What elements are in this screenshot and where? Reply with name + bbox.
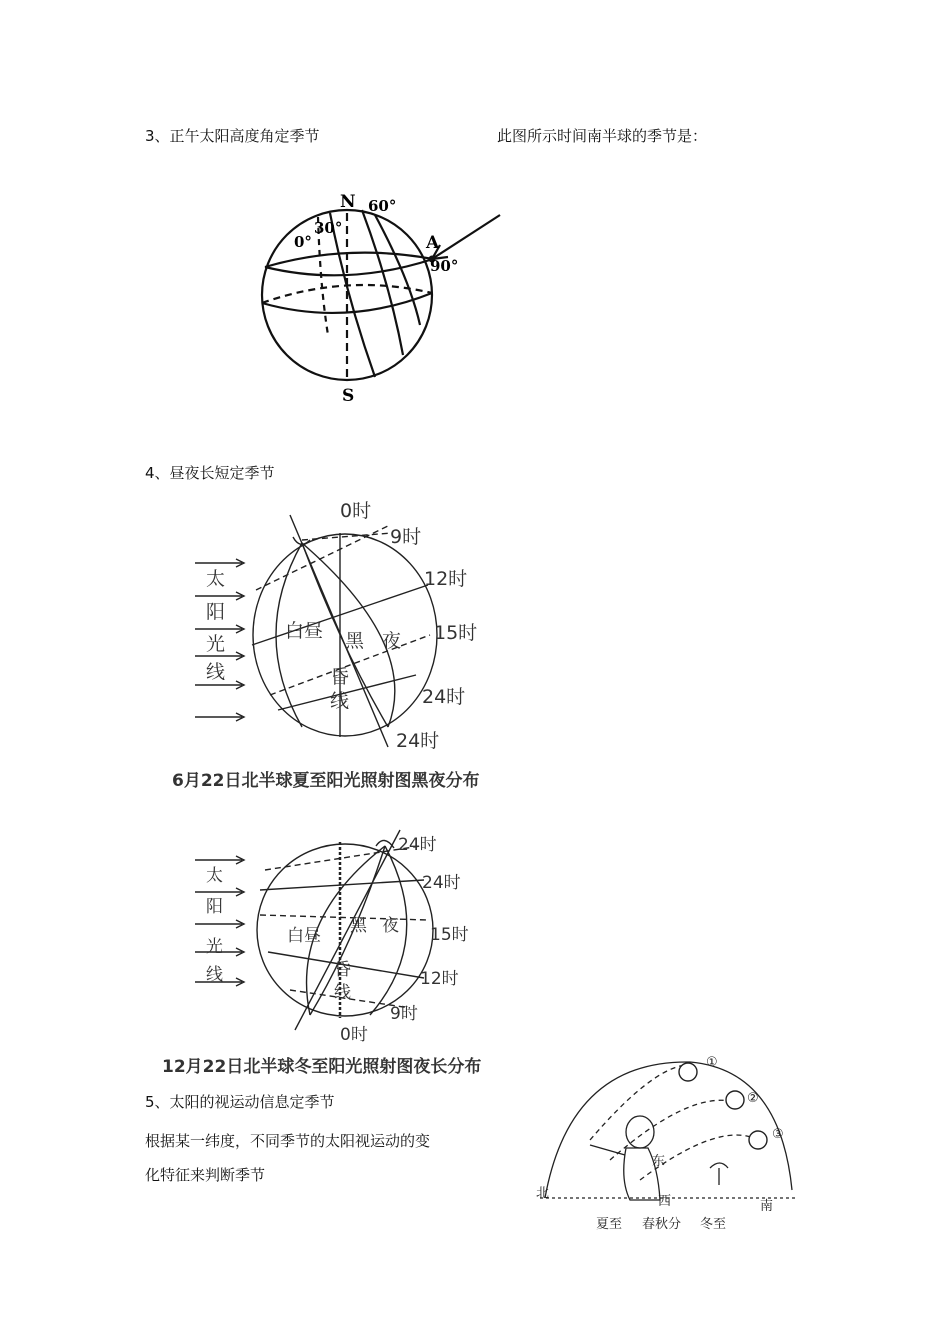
- night-label-1: 黑: [345, 630, 365, 652]
- time-24-a: 24时: [398, 835, 437, 855]
- night-label-1: 黑: [350, 916, 367, 936]
- sun-apparent-motion-diagram: [530, 1050, 805, 1235]
- marker-3: ③: [772, 1127, 784, 1142]
- marker-2: ②: [747, 1091, 759, 1106]
- sun-2-icon: [726, 1091, 744, 1109]
- summer-solstice-diagram: [190, 495, 490, 750]
- section-3-heading: 3、正午太阳高度角定季节: [145, 127, 320, 145]
- time-9: 9时: [390, 1004, 418, 1024]
- terminator-label-2: 线: [334, 983, 351, 1003]
- meridian-60: [362, 210, 403, 355]
- terminator-label-1: 昏: [334, 960, 351, 980]
- degree-0-label: 0°: [294, 233, 312, 251]
- section-3-question: 此图所示时间南半球的季节是：: [497, 127, 708, 145]
- time-0: 0时: [340, 1025, 368, 1045]
- lat-line-2: [256, 525, 390, 590]
- time-12: 12时: [420, 969, 459, 989]
- summer-path: [590, 1065, 685, 1140]
- marker-1: ①: [706, 1055, 718, 1070]
- latitude-line-upper: [265, 253, 433, 267]
- time-15: 15时: [430, 925, 469, 945]
- time-24-a: 24时: [422, 686, 466, 708]
- south-label: S: [342, 386, 355, 406]
- sun-char-1: 太: [206, 866, 223, 886]
- east-label: 东: [652, 1154, 666, 1169]
- sun-ray: [432, 215, 500, 259]
- lat-line-3: [260, 915, 428, 920]
- south-label: 南: [760, 1199, 774, 1214]
- time-24-b: 24时: [396, 730, 440, 752]
- mushroom: [710, 1163, 728, 1168]
- sun-3-icon: [749, 1131, 767, 1149]
- summer-solstice-label: 夏至: [596, 1217, 623, 1232]
- person-legs: [590, 1145, 625, 1155]
- winter-solstice-caption: 12月22日北半球冬至阳光照射图夜长分布: [162, 1057, 482, 1077]
- terminator-label-2: 线: [330, 690, 350, 712]
- sun-char-4: 线: [206, 661, 226, 683]
- section-4-heading: 4、昼夜长短定季节: [145, 464, 275, 482]
- point-a-label: A: [426, 233, 440, 253]
- day-label: 白昼: [285, 620, 324, 642]
- winter-solstice-diagram: [190, 830, 490, 1045]
- section-5-body-line-1: 根据某一纬度，不同季节的太阳视运动的变: [145, 1132, 431, 1150]
- west-label: 西: [658, 1194, 672, 1209]
- north-label: N: [340, 192, 356, 212]
- night-label-2: 夜: [382, 916, 399, 936]
- time-24-b: 24时: [422, 873, 461, 893]
- equinox-label: 春秋分: [642, 1217, 682, 1232]
- time-0: 0时: [340, 500, 372, 522]
- section-5-heading: 5、太阳的视运动信息定季节: [145, 1093, 335, 1111]
- winter-solstice-label: 冬至: [700, 1217, 727, 1232]
- sun-char-3: 光: [206, 937, 223, 957]
- section-5-body-line-2: 化特征来判断季节: [145, 1166, 266, 1184]
- sun-char-2: 阳: [206, 601, 226, 623]
- time-9: 9时: [390, 526, 422, 548]
- summer-solstice-caption: 6月22日北半球夏至阳光照射图黑夜分布: [172, 771, 480, 791]
- sun-char-2: 阳: [206, 897, 223, 917]
- lat-line-1: [265, 846, 420, 870]
- meridian-30: [330, 213, 375, 377]
- equinox-path: [610, 1100, 735, 1160]
- terminator-label-1: 昏: [330, 666, 350, 688]
- time-15: 15时: [434, 622, 478, 644]
- degree-90-label: 90°: [430, 257, 459, 275]
- globe-noon-sun-diagram: [250, 185, 490, 410]
- time-12: 12时: [424, 568, 468, 590]
- degree-60-label: 60°: [368, 197, 397, 215]
- night-label-2: 夜: [382, 630, 402, 652]
- section-5-body: [145, 1124, 505, 1192]
- sun-char-4: 线: [206, 965, 223, 985]
- sun-1-icon: [679, 1063, 697, 1081]
- sun-char-1: 太: [206, 568, 226, 590]
- sky-dome: [545, 1062, 792, 1198]
- sun-char-3: 光: [206, 633, 226, 655]
- person-head: [626, 1116, 654, 1148]
- day-label: 白昼: [287, 926, 321, 946]
- degree-30-label: 30°: [314, 219, 343, 237]
- north-label: 北: [536, 1186, 550, 1201]
